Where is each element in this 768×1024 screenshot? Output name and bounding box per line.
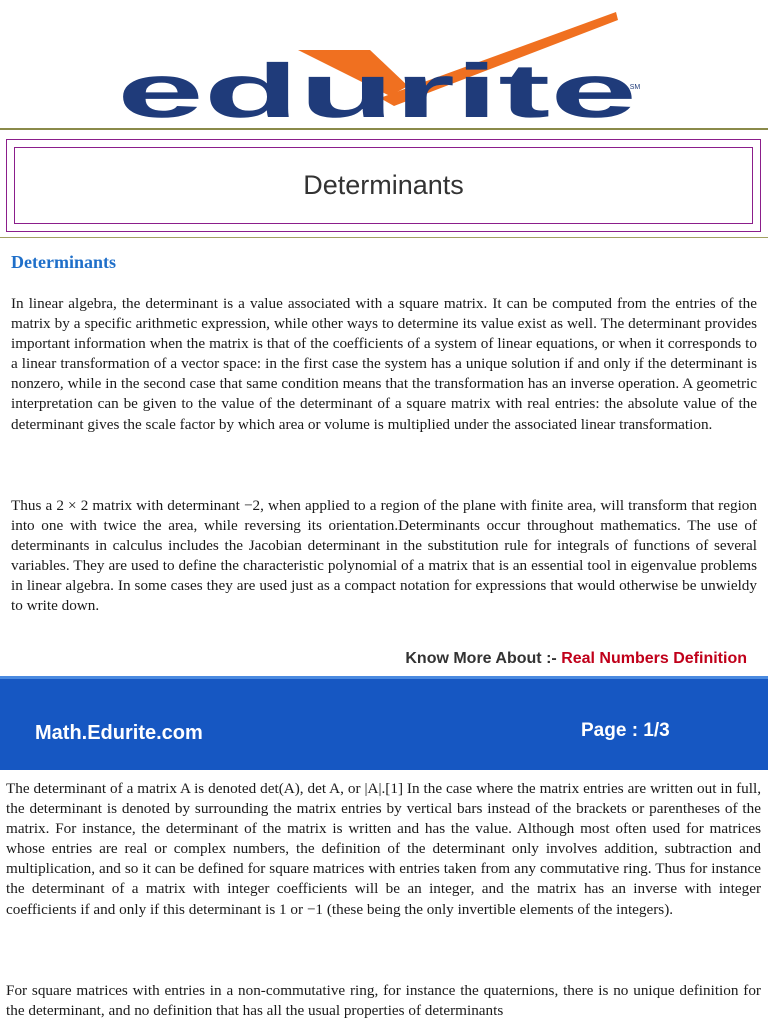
edurite-logo-graphic (108, 6, 646, 124)
footer-site-link[interactable]: Math.Edurite.com (35, 722, 203, 744)
page-title: Determinants (303, 170, 464, 200)
paragraph-2: Thus a 2 × 2 matrix with determinant −2, when applied to a region of the plane with finite area, will transform that region into one with twice the area, while reversing its orientation.Determinants occur throughout mathematics. The use of determinants in calculus includes the Jacobian determinant in the substitution rule for integrals of functions of several variables. They are used to define the characteristic polynomial of a matrix that is an essential tool in eigenvalue problems in linear algebra. In some cases they are used just as a compact notation for expressions that would otherwise be unwieldy to write down. (11, 497, 757, 615)
know-more-link[interactable]: Real Numbers Definition (561, 650, 747, 667)
section-heading: Determinants (11, 252, 116, 272)
paragraph-3: The determinant of a matrix A is denoted det(A), det A, or |A|.[1] In the case where the matrix entries are written out in full, the determinant is denoted by surrounding the matrix entries by vertical bars instead of the brackets or parentheses of the matrix. For instance, the determinant of the matrix is written and has the value. Although most often used for matrices whose entries are real or complex numbers, the definition of the determinant only involves addition, subtraction and multiplication, and so it can be defined for square matrices with entries taken from any commutative ring. Thus for instance the determinant of a matrix with integer coefficients will be an integer, and the matrix has an inverse with integer coefficients if and only if this determinant is 1 or −1 (these being the only invertible elements of the integers). (6, 780, 761, 918)
logo-service-mark: SM (629, 84, 641, 91)
paragraph-4: For square matrices with entries in a non-commutative ring, for instance the quaternions, there is no unique definition for the determinant, and no definition that has all the usual properties of determinants (6, 982, 761, 1020)
title-box-inner (14, 147, 753, 224)
header-divider (0, 128, 768, 130)
title-box (6, 139, 761, 232)
logo-wordmark: edurite (117, 49, 637, 124)
page-indicator: Page : 1/3 (581, 720, 670, 741)
know-more (405, 650, 747, 668)
footer-band (0, 676, 768, 770)
edurite-logo (108, 6, 646, 124)
know-more-label: Know More About :- (405, 650, 562, 667)
paragraph-1: In linear algebra, the determinant is a value associated with a square matrix. It can be computed from the entries of the matrix by a specific arithmetic expression, while other ways to determine its value exist as well. The determinant provides important information when the matrix is that of the coefficients of a system of linear equations, or when it corresponds to a linear transformation of a vector space: in the first case the system has a unique solution if and only if the determinant is nonzero, while in the second case that same condition means that the transformation has an inverse operation. A geometric interpretation can be given to the value of the determinant of a square matrix with real entries: the absolute value of the determinant gives the scale factor by which area or volume is multiplied under the associated linear transformation. (11, 295, 757, 433)
title-divider (0, 237, 768, 238)
